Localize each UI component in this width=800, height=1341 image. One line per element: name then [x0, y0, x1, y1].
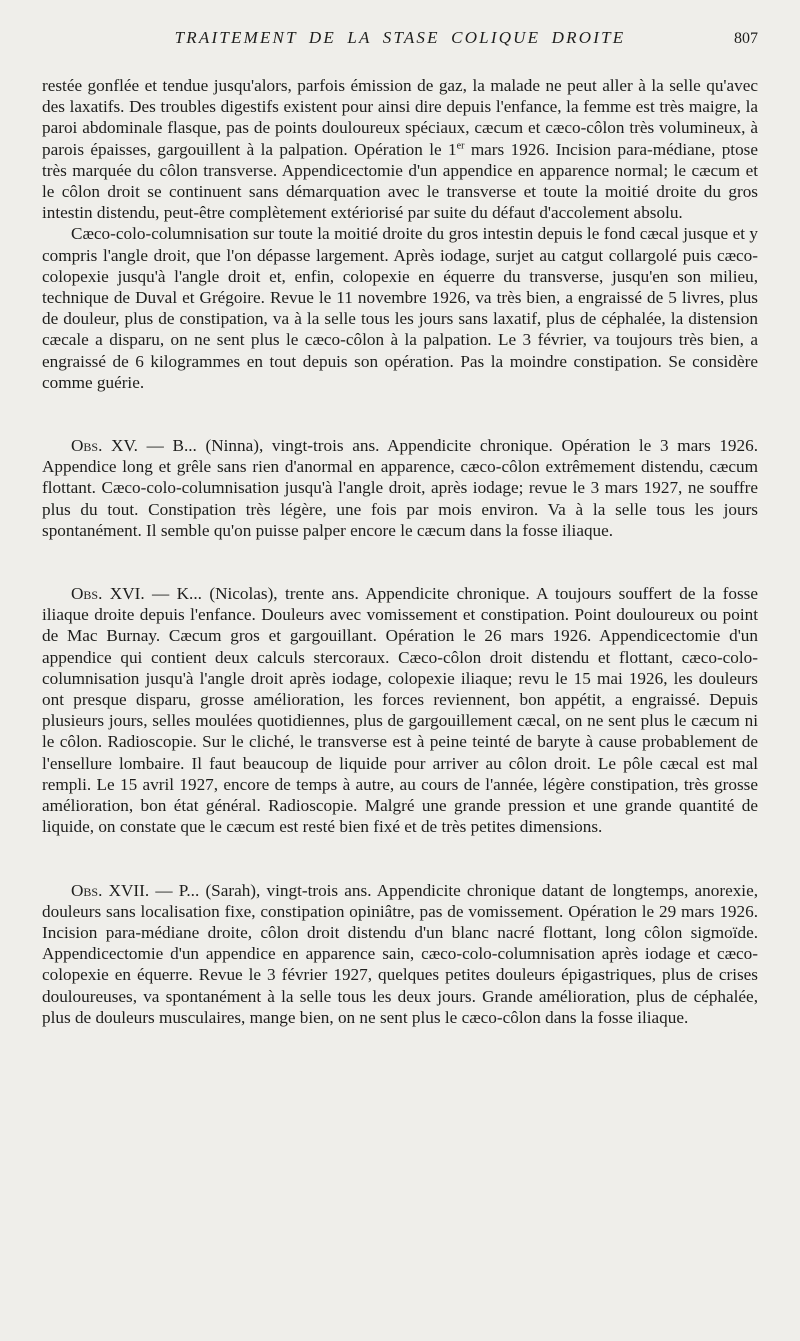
body-text	[42, 75, 758, 1028]
running-title: TRAITEMENT DE LA STASE COLIQUE DROITE	[174, 28, 626, 47]
observation-xv	[42, 435, 758, 541]
observation-text: — P... (Sarah), vingt-trois ans. Appendicite chronique datant de longtemps, anorexie, douleurs sans localisation fixe, constipation opiniâtre, pas de vomissement. Opération le 29 mars 1926. Incision para-médiane droite, côlon droit distendu d'un blanc nacré flottant, long côlon sigmoïde. Appendicectomie d'un appendice en apparence sain, cæco-colo-columnisation après iodage et cæco-colopexie en équerre. Revue le 3 février 1927, quelques petites douleurs épigastriques, plus de crises douloureuses, va spontanément à la selle tous les deux jours. Grande amélioration, plus de céphalée, plus de douleurs musculaires, mange bien, on ne sent plus le cæco-côlon dans la fosse iliaque.	[42, 880, 758, 1027]
paragraph: Cæco-colo-columnisation sur toute la moitié droite du gros intestin depuis le fond cæcal jusque et y compris l'angle droit, que l'on dépasse largement. Après iodage, surjet au catgut collargolé puis cæco-colopexie jusqu'à l'angle droit et, enfin, colopexie en équerre du transverse, jusqu'en son milieu, technique de Duval et Grégoire. Revue le 11 novembre 1926, va très bien, a engraissé de 5 livres, plus de douleur, plus de constipation, va à la selle tous les jours sans laxatif, plus de céphalée, la distension cæcale a disparu, on ne sent plus le cæco-côlon à la palpation. Le 3 février, va toujours très bien, a engraissé de 6 kilogrammes en tout depuis son opération. Pas la moindre constipation. Se considère comme guérie.	[42, 224, 758, 392]
observation-xvi	[42, 583, 758, 837]
ordinal-superscript: er	[456, 139, 465, 151]
observation-text: — K... (Nicolas), trente ans. Appendicite chronique. A toujours souffert de la fosse iliaque droite depuis l'enfance. Douleurs avec vomissement et constipation. Point douloureux ou point de Mac Burnay. Cæcum gros et gargouillant. Opération le 26 mars 1926. Appendicectomie d'un appendice qui contient deux calculs stercoraux. Cæco-côlon droit distendu et flottant, cæco-colo-columnisation jusqu'à l'angle droit après iodage, colopexie iliaque; revu le 15 mai 1926, les douleurs ont presque disparu, grosse amélioration, les forces reviennent, bon appétit, a engraissé. Depuis plusieurs jours, selles moulées quotidiennes, plus de gargouillement cæcal, on ne sent plus le cæcum ni le côlon. Radioscopie. Sur le cliché, le transverse est à peine teinté de baryte à cause probablement de l'ensellure lombaire. Il faut beaucoup de liquide pour arriver au côlon droit. Le pôle cæcal est mal rempli. Le 15 avril 1927, encore de temps à autre, au cours de l'année, légère constipation, très grosse amélioration, bon état général. Radioscopie. Malgré une grande pression et une grande quantité de liquide, on constate que le cæcum est resté bien fixé et de très petites dimensions.	[42, 584, 758, 837]
section-gap	[42, 393, 758, 414]
continued-paragraph-text-end: mars 1926. Incision para-médiane, ptose très marquée du côlon transverse. Appendicectomie d'un appendice en apparence normal; le cæcum et le côlon droit se continuent sans démarquation avec le transverse et toute la moitié droite du gros intestin distendu, peut-être complètement extériorisé par suite du défaut d'accolement absolu.	[42, 139, 758, 223]
observation-label: Obs. XV.	[71, 436, 138, 456]
continued-paragraph	[42, 75, 758, 223]
continued-paragraph-text: restée gonflée et tendue jusqu'alors, parfois émission de gaz, la malade ne peut aller à la selle qu'avec des laxatifs. Des troubles digestifs existent pour ainsi dire depuis l'enfance, la femme est très maigre, la paroi abdominale flasque, pas de points douloureux spéciaux, cæcum et cæco-côlon très volumineux, à parois épaisses, gargouillent à la palpation. Opération le 1	[42, 76, 758, 159]
page-number: 807	[734, 30, 758, 47]
observation-label: Obs. XVII.	[71, 880, 150, 900]
observation-text: — B... (Ninna), vingt-trois ans. Appendicite chronique. Opération le 3 mars 1926. Appendice long et grêle sans rien d'anormal en apparence, cæco-côlon extrêmement distendu, cæcum flottant. Cæco-colo-columnisation jusqu'à l'angle droit, après iodage; revue le 3 mars 1927, ne souffre plus du tout. Constipation très légère, une fois par mois environ. Va à la selle tous les jours spontanément. Il semble qu'on puisse palper encore le cæcum dans la fosse iliaque.	[42, 436, 758, 540]
section-gap	[42, 541, 758, 562]
section-gap	[42, 838, 758, 859]
observation-label: Obs. XVI.	[71, 584, 145, 604]
observation-xvii	[42, 880, 758, 1028]
running-header	[42, 0, 758, 47]
